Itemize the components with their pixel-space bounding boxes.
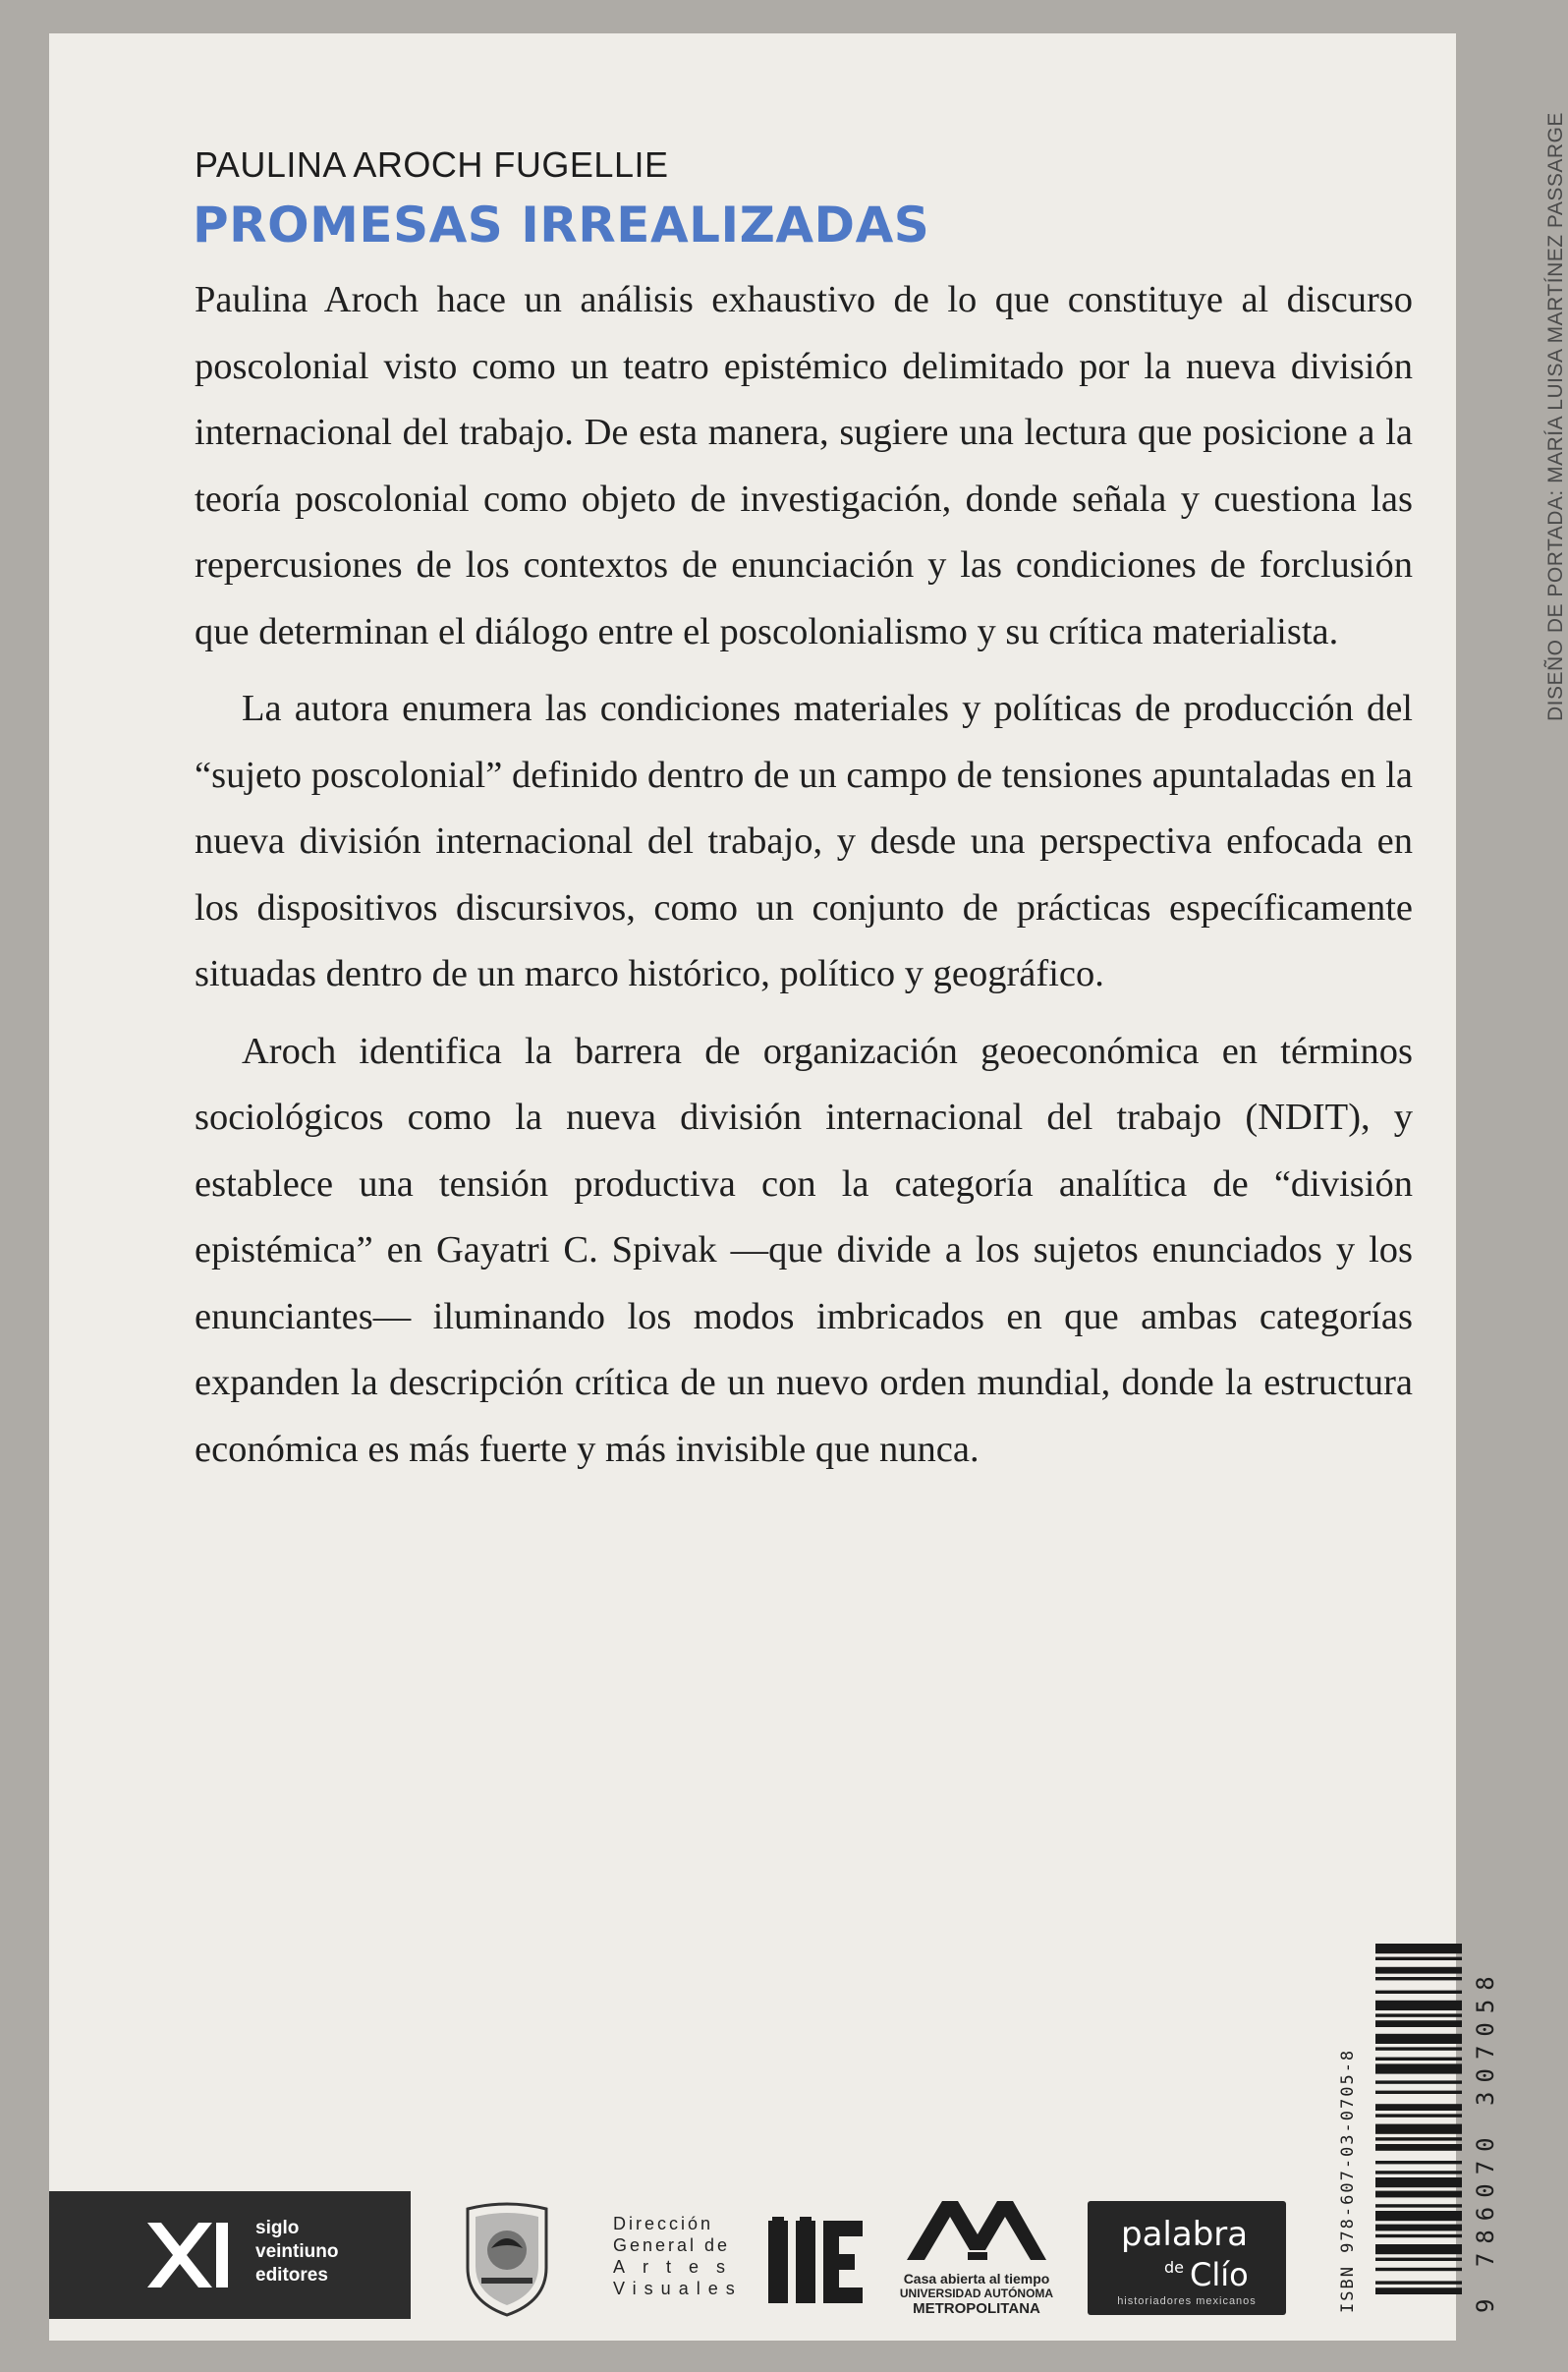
barcode-bar (1375, 1967, 1462, 1974)
barcode-bar (1375, 2211, 1462, 2221)
barcode-bar (1375, 2063, 1462, 2073)
synopsis-paragraph: La autora enumera las condiciones materiales y políticas de producción del “sujeto poscolonial” definido dentro de un campo de tensiones apuntaladas en la nueva división internacional del trabajo, y desde una perspectiva enfocada en los dispositivos discursivos, como un conjunto de prácticas específicamente situadas dentro de un marco histórico, político y geográfico. (195, 688, 1413, 994)
author-name: PAULINA AROCH FUGELLIE (195, 144, 669, 185)
barcode-bar (1375, 1957, 1462, 1960)
barcode-bar (1375, 2268, 1462, 2271)
barcode-bar (1375, 1944, 1462, 1953)
barcode-bar (1375, 2204, 1462, 2207)
barcode-bar (1375, 2020, 1462, 2027)
back-cover (49, 33, 1567, 2341)
barcode-bar (1375, 2091, 1462, 2094)
iie-logo-icon (768, 2217, 865, 2307)
siglo-xxi-mark-icon (143, 2217, 232, 2293)
siglo-veintiuno-logo (49, 2191, 411, 2319)
barcode-bar (1375, 2013, 1462, 2016)
barcode-bar (1375, 2124, 1462, 2134)
barcode-bar (1375, 2114, 1462, 2117)
barcode-bar (1375, 2234, 1462, 2237)
siglo-logo-text: siglo veintiuno editores (255, 2218, 339, 2286)
barcode-bar (1375, 2177, 1462, 2187)
barcode-bar (1375, 2287, 1462, 2294)
barcode-bar (1375, 2171, 1462, 2174)
barcode-bar (1375, 2281, 1462, 2284)
uam-logo: Casa abierta al tiempo UNIVERSIDAD AUTÓNOMA METROPOLITANA (896, 2195, 1057, 2323)
unam-seal-icon (462, 2199, 552, 2317)
barcode-bar (1375, 2034, 1462, 2044)
barcode-bar (1375, 2137, 1462, 2140)
cover-design-credit: DISEÑO DE PORTADA: MARÍA LUISA MARTÍNEZ PASSARGE (1544, 112, 1567, 721)
synopsis-paragraph: Paulina Aroch hace un análisis exhaustivo de lo que constituye al discurso poscolonial visto como un teatro epistémico delimitado por la nueva división internacional del trabajo. De esta manera, sugiere una lectura que posicione a la teoría poscolonial como objeto de investigación, donde señala y cuestiona las repercusiones de los contextos de enunciación y las condiciones de forclusión que determinan el diálogo entre el poscolonialismo y su crítica materialista. (195, 279, 1413, 652)
dgav-logo: Dirección General de Artes Visuales (613, 2214, 744, 2298)
barcode-bar (1375, 2191, 1462, 2198)
barcode-bar (1375, 2244, 1462, 2254)
barcode-bar (1375, 1991, 1462, 1994)
isbn-number: ISBN 978-607-03-0705-8 (1338, 2048, 1358, 2313)
uam-mark-icon (903, 2195, 1050, 2264)
barcode-bar (1375, 2047, 1462, 2050)
barcode-bar (1375, 1977, 1462, 1980)
palabra-de-clio-logo: palabra de Clío historiadores mexicanos (1088, 2201, 1286, 2315)
barcode-digits: 9 786070 307058 (1472, 1967, 1499, 2313)
barcode-bar (1375, 2258, 1462, 2261)
barcode-bar (1375, 2058, 1462, 2061)
synopsis-paragraph: Aroch identifica la barrera de organización geoeconómica en términos sociológicos como la nueva división internacional del trabajo (NDIT), y establece una tensión productiva con la categoría analítica de “división epistémica” en Gayatri C. Spivak —que divide a los sujetos enunciados y los enunciantes— iluminando los modos imbricados en que ambas categorías expanden la descripción crítica de un nuevo orden mundial, donde la estructura económica es más fuerte y más invisible que nunca. (195, 1030, 1413, 1470)
barcode-bar (1375, 2001, 1462, 2010)
barcode-bar (1375, 2161, 1462, 2164)
barcode-bar (1375, 2144, 1462, 2151)
barcode-bar (1375, 2225, 1462, 2231)
book-title: PROMESAS IRREALIZADAS (193, 197, 930, 254)
barcode-bar (1375, 2104, 1462, 2111)
barcode-bar (1375, 2080, 1462, 2083)
synopsis (195, 267, 1413, 1483)
